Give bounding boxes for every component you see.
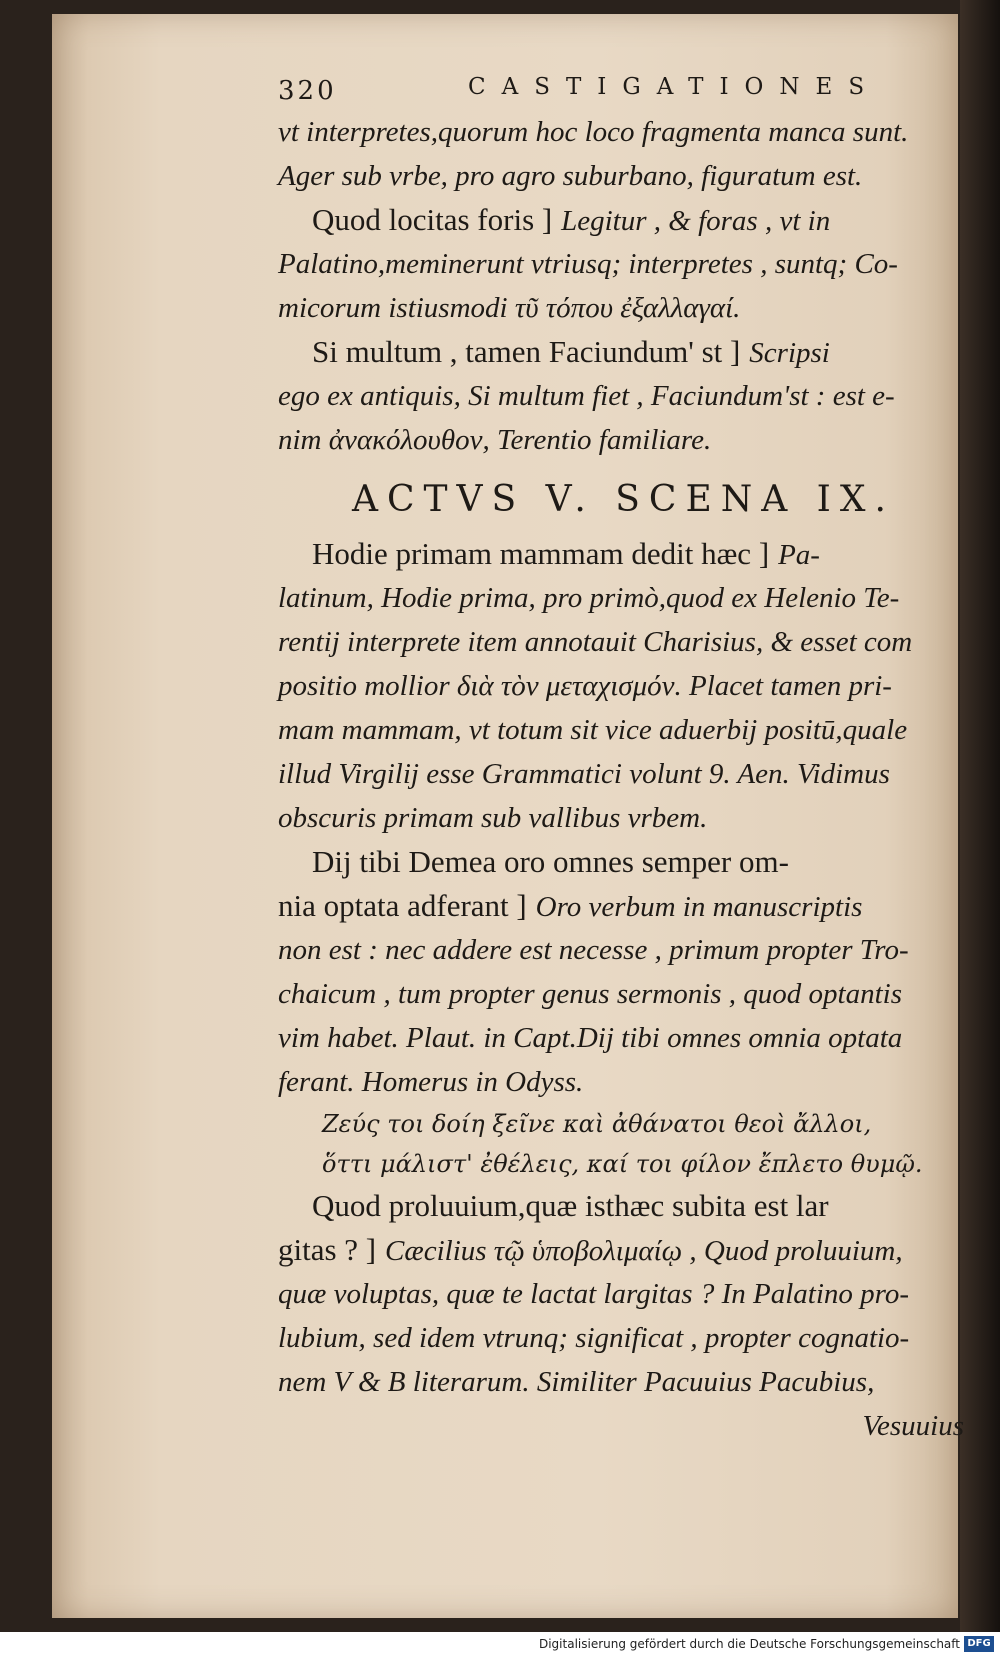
text-line xyxy=(278,198,978,242)
commentary-text: Pa- xyxy=(778,539,820,571)
text-line: lubium, sed idem vtrunq; significat , propter cognatio- xyxy=(278,1322,910,1354)
text-line xyxy=(278,1228,978,1272)
text-line: Ager sub vrbe, pro agro suburbano, figuratum est. xyxy=(278,160,863,192)
text-line: ego ex antiquis, Si multum fiet , Faciundum'st : est e- xyxy=(278,380,895,412)
page-number: 320 xyxy=(278,76,337,106)
text-line: nem V & B literarum. Similiter Pacuuius Pacubius, xyxy=(278,1366,875,1398)
text-line: illud Virgilij esse Grammatici volunt 9. Aen. Vidimus xyxy=(278,758,890,790)
text-line: obscuris primam sub vallibus vrbem. xyxy=(278,802,708,834)
commentary-text: Scripsi xyxy=(749,337,830,369)
text-line: nim ἀνακόλουθον, Terentio familiare. xyxy=(278,424,712,456)
lemma: gitas ? ] xyxy=(278,1232,377,1267)
text-line: mam mammam, vt totum sit vice aduerbij positū,quale xyxy=(278,714,908,746)
running-head xyxy=(278,70,978,110)
catchword: Vesuuius xyxy=(862,1410,964,1442)
running-title: CASTIGATIONES xyxy=(468,74,881,100)
text-line: latinum, Hodie prima, pro primò,quod ex Helenio Te- xyxy=(278,582,900,614)
text-line xyxy=(278,532,978,576)
text-line xyxy=(278,884,978,928)
text-line: ferant. Homerus in Odyss. xyxy=(278,1066,584,1098)
commentary-text: Legitur , & foras , vt in xyxy=(561,205,831,237)
text-line: vt interpretes,quorum hoc loco fragmenta manca sunt. xyxy=(278,116,909,148)
text-line: chaicum , tum propter genus sermonis , quod optantis xyxy=(278,978,903,1010)
lemma: Si multum , tamen Faciundum' st ] xyxy=(312,334,741,369)
text-line: quæ voluptas, quæ te lactat largitas ? In Palatino pro- xyxy=(278,1278,910,1310)
lemma: Hodie primam mammam dedit hæc ] xyxy=(312,536,770,571)
text-line: non est : nec addere est necesse , primum propter Tro- xyxy=(278,934,909,966)
commentary-text: Oro verbum in manuscriptis xyxy=(535,891,863,923)
page-text xyxy=(278,70,978,1448)
text-line xyxy=(278,840,978,884)
lemma: Dij tibi Demea oro omnes semper om- xyxy=(312,844,789,879)
text-line: Palatino,meminerunt vtriusq; interpretes , suntq; Co- xyxy=(278,248,898,280)
text-line: micorum istiusmodi τῦ τόπου ἐξαλλαγαί. xyxy=(278,292,741,324)
lemma: nia optata adferant ] xyxy=(278,888,527,923)
greek-verse-line: ὅττι μάλιστ' ἐθέλεις, καί τοι φίλον ἔπλετο θυμῷ. xyxy=(322,1150,923,1178)
dfg-logo: DFG xyxy=(964,1636,994,1652)
text-line: rentij interprete item annotauit Charisius, & esset com xyxy=(278,626,913,658)
lemma: Quod proluuium,quæ isthæc subita est lar xyxy=(312,1188,829,1223)
text-line: positio mollior διὰ τὸν μεταχισμόν. Placet tamen pri- xyxy=(278,670,892,702)
lemma: Quod locitas foris ] xyxy=(312,202,553,237)
section-heading: ACTVS V. SCENA IX. xyxy=(352,479,895,520)
text-line xyxy=(278,1184,978,1228)
text-line xyxy=(278,330,978,374)
greek-verse-line: Ζεύς τοι δοίη ξεῖνε καὶ ἀθάνατοι θεοὶ ἄλλοι, xyxy=(322,1110,872,1138)
text-line: vim habet. Plaut. in Capt.Dij tibi omnes omnia optata xyxy=(278,1022,903,1054)
funding-notice: Digitalisierung gefördert durch die Deutsche Forschungsgemeinschaft xyxy=(538,1637,960,1651)
digitization-footer xyxy=(0,1632,1000,1656)
commentary-text: Cæcilius τῷ ὑποβολιμαίῳ , Quod proluuium, xyxy=(385,1235,903,1267)
